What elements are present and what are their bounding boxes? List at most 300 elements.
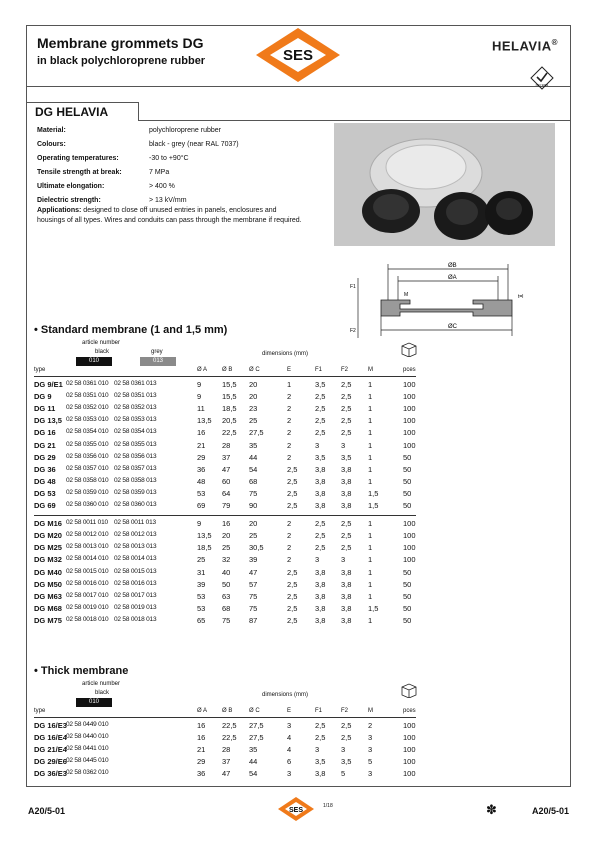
col-header: Ø B: [222, 367, 233, 373]
type-cell: DG 16: [34, 428, 56, 438]
col-header: Ø C: [249, 367, 260, 373]
col-header: Ø A: [197, 708, 208, 714]
footer-code-left: A20/5-01: [28, 806, 66, 816]
value-cell: 3,8: [341, 615, 352, 625]
value-cell: 40: [222, 567, 231, 577]
value-cell: 27,5: [249, 733, 264, 743]
value-cell: 1,5: [368, 603, 379, 613]
value-cell: 100: [403, 416, 416, 426]
type-label: type: [34, 708, 46, 714]
value-cell: 20,5: [222, 416, 237, 426]
value-cell: 3,5: [341, 757, 352, 767]
article-black-cell: 02 58 0445 010: [66, 757, 109, 765]
value-cell: 3: [368, 733, 373, 743]
col-header: E: [287, 367, 292, 373]
value-cell: 1: [368, 579, 373, 589]
value-cell: 1: [368, 615, 373, 625]
value-cell: 3,8: [315, 591, 326, 601]
value-cell: 30,5: [249, 543, 264, 553]
dim-label-m: M: [404, 292, 409, 298]
value-cell: 50: [403, 501, 412, 510]
grey-label: grey: [151, 349, 163, 355]
value-cell: 23: [249, 404, 258, 414]
section-line: [139, 120, 570, 121]
value-cell: 2,5: [341, 721, 352, 730]
type-cell: DG 11: [34, 404, 56, 414]
dim-label-f1: F1: [350, 284, 356, 290]
value-cell: 2,5: [287, 591, 298, 601]
value-cell: 32: [222, 555, 231, 565]
type-cell: DG M25: [34, 543, 62, 553]
value-cell: 2,5: [341, 531, 352, 541]
value-cell: 20: [222, 531, 231, 541]
value-cell: 3,5: [315, 452, 326, 462]
col-header: E: [287, 708, 292, 714]
value-cell: 9: [197, 392, 202, 402]
value-cell: 53: [197, 488, 206, 498]
article-black-cell: 02 58 0441 010: [66, 745, 109, 753]
value-cell: 64: [222, 488, 231, 498]
value-cell: 75: [222, 615, 231, 625]
value-cell: 4: [287, 745, 292, 755]
value-cell: 1: [287, 380, 292, 389]
value-cell: 2: [287, 428, 292, 438]
article-black-cell: 02 58 0440 010: [66, 733, 109, 741]
article-black-cell: 02 58 0360 010: [66, 501, 109, 508]
page-subtitle: in black polychloroprene rubber: [37, 55, 206, 67]
value-cell: 2: [287, 452, 292, 462]
value-cell: 3,8: [315, 615, 326, 625]
article-black-cell: 02 58 0351 010: [66, 392, 109, 400]
value-cell: 3: [368, 769, 373, 779]
value-cell: 3,5: [315, 757, 326, 767]
pces-label: pces: [403, 367, 416, 373]
article-grey-cell: 02 58 0013 013: [114, 543, 157, 551]
value-cell: 100: [403, 519, 416, 529]
article-black-cell: 02 58 0014 010: [66, 555, 109, 563]
value-cell: 2,5: [315, 404, 326, 414]
article-grey-cell: 02 58 0357 013: [114, 464, 157, 472]
value-cell: 100: [403, 380, 416, 389]
value-cell: 37: [222, 452, 231, 462]
section-tab: DG HELAVIA: [26, 102, 139, 121]
value-cell: 27,5: [249, 721, 264, 730]
value-cell: 39: [197, 579, 206, 589]
value-cell: 100: [403, 757, 416, 767]
value-cell: 3: [287, 769, 292, 779]
value-cell: 50: [222, 579, 231, 589]
article-grey-cell: 02 58 0019 013: [114, 603, 157, 611]
value-cell: 2,5: [341, 404, 352, 414]
dim-label-c: ØC: [448, 324, 457, 330]
article-black-cell: 02 58 0018 010: [66, 615, 109, 623]
value-cell: 29: [197, 757, 206, 767]
dim-label-b: ØB: [448, 263, 457, 269]
value-cell: 3,8: [341, 567, 352, 577]
value-cell: 3,5: [341, 452, 352, 462]
type-cell: DG M20: [34, 531, 62, 541]
type-cell: DG 9: [34, 392, 52, 402]
article-black-cell: 02 58 0011 010: [66, 519, 108, 527]
dim-label-t: t=l: [518, 294, 524, 300]
article-black-cell: 02 58 0013 010: [66, 543, 109, 551]
value-cell: 2,5: [341, 428, 352, 438]
product-photo: [334, 123, 555, 246]
value-cell: 50: [403, 615, 412, 625]
footer-ses-logo: [276, 796, 316, 822]
col-header: F1: [315, 367, 323, 373]
type-cell: DG M32: [34, 555, 62, 565]
property-value: > 13 kV/mm: [149, 197, 187, 204]
value-cell: 53: [197, 591, 206, 601]
article-black-cell: 02 58 0449 010: [66, 721, 109, 728]
value-cell: 44: [249, 757, 258, 767]
value-cell: 13,5: [197, 531, 212, 541]
value-cell: 2,5: [315, 392, 326, 402]
type-cell: DG 29/E6: [34, 757, 67, 767]
value-cell: 11: [197, 404, 205, 414]
value-cell: 25: [249, 531, 258, 541]
value-cell: 2: [287, 555, 292, 565]
value-cell: 35: [249, 745, 258, 755]
value-cell: 2,5: [287, 476, 298, 486]
package-box-icon: [400, 341, 418, 357]
package-box-icon: [400, 682, 418, 698]
value-cell: 3: [287, 721, 292, 730]
article-grey-cell: 02 58 0011 013: [114, 519, 156, 527]
type-cell: DG 36: [34, 464, 56, 474]
value-cell: 39: [249, 555, 258, 565]
standard-heading: • Standard membrane (1 and 1,5 mm): [34, 324, 228, 336]
value-cell: 68: [222, 603, 231, 613]
value-cell: 2,5: [315, 428, 326, 438]
value-cell: 36: [197, 769, 206, 779]
value-cell: 3,8: [341, 488, 352, 498]
value-cell: 3,8: [341, 464, 352, 474]
value-cell: 2,5: [287, 615, 298, 625]
value-cell: 1: [368, 476, 373, 486]
value-cell: 2,5: [315, 721, 326, 730]
article-grey-cell: 02 58 0358 013: [114, 476, 157, 484]
value-cell: 2,5: [287, 501, 298, 510]
type-cell: DG 16/E3: [34, 721, 67, 730]
article-grey-cell: 02 58 0355 013: [114, 440, 157, 448]
property-key: Material:: [37, 127, 66, 134]
dim-label-f2: F2: [350, 328, 356, 334]
value-cell: 1: [368, 519, 373, 529]
value-cell: 3,8: [341, 579, 352, 589]
value-cell: 22,5: [222, 428, 237, 438]
value-cell: 15,5: [222, 380, 237, 389]
article-black-cell: 02 58 0356 010: [66, 452, 109, 460]
value-cell: 3,8: [315, 579, 326, 589]
value-cell: 3,8: [341, 603, 352, 613]
grommet-cross-section-diagram: [348, 256, 560, 350]
value-cell: 2: [287, 416, 292, 426]
page-title: Membrane grommets DG: [37, 35, 204, 51]
col-header: F2: [341, 708, 349, 714]
value-cell: 20: [249, 519, 258, 529]
cert-text: ISO 9001: [535, 83, 549, 87]
value-cell: 100: [403, 531, 416, 541]
value-cell: 3,8: [315, 567, 326, 577]
type-cell: DG M63: [34, 591, 62, 601]
article-black-cell: 02 58 0017 010: [66, 591, 109, 599]
value-cell: 50: [403, 603, 412, 613]
value-cell: 2,5: [315, 519, 326, 529]
snowflake-icon: ✽: [486, 802, 497, 817]
article-black-cell: 02 58 0355 010: [66, 440, 109, 448]
value-cell: 3,8: [315, 476, 326, 486]
value-cell: 100: [403, 745, 416, 755]
value-cell: 1: [368, 543, 373, 553]
value-cell: 69: [197, 501, 206, 510]
value-cell: 3: [315, 555, 320, 565]
type-cell: DG M16: [34, 519, 62, 529]
value-cell: 3,8: [315, 464, 326, 474]
value-cell: 2: [287, 531, 292, 541]
property-key: Tensile strength at break:: [37, 169, 122, 176]
type-cell: DG 36/E3: [34, 769, 67, 779]
value-cell: 2,5: [341, 416, 352, 426]
dimensions-label: dimensions (mm): [262, 692, 309, 698]
article-grey-cell: 02 58 0360 013: [114, 501, 157, 508]
brand-mark: ®: [551, 38, 558, 47]
type-cell: DG 16/E4: [34, 733, 67, 743]
value-cell: 1: [368, 416, 373, 426]
article-black-cell: 02 58 0359 010: [66, 488, 109, 496]
value-cell: 3: [341, 440, 346, 450]
value-cell: 25: [197, 555, 206, 565]
value-cell: 16: [222, 519, 231, 529]
value-cell: 1: [368, 452, 373, 462]
value-cell: 18,5: [197, 543, 212, 553]
type-cell: DG M68: [34, 603, 62, 613]
value-cell: 2,5: [315, 531, 326, 541]
type-cell: DG M50: [34, 579, 62, 589]
value-cell: 1: [368, 440, 373, 450]
article-black-cell: 02 58 0362 010: [66, 769, 109, 777]
value-cell: 1: [368, 392, 373, 402]
property-value: > 400 %: [149, 183, 175, 190]
header-rule: [34, 717, 416, 718]
type-cell: DG 29: [34, 452, 56, 462]
value-cell: 20: [249, 392, 258, 402]
value-cell: 50: [403, 567, 412, 577]
logo-text: SES: [282, 47, 314, 64]
value-cell: 3: [341, 555, 346, 565]
dim-label-a: ØA: [448, 275, 457, 281]
applications-label: Applications:: [37, 207, 82, 214]
value-cell: 47: [222, 464, 231, 474]
property-value: 7 MPa: [149, 169, 170, 176]
value-cell: 50: [403, 488, 412, 498]
value-cell: 1: [368, 531, 373, 541]
article-grey-cell: 02 58 0361 013: [114, 380, 157, 387]
article-grey-cell: 02 58 0015 013: [114, 567, 157, 575]
value-cell: 35: [249, 440, 258, 450]
col-header: F1: [315, 708, 323, 714]
value-cell: 21: [197, 440, 206, 450]
type-cell: DG 69: [34, 501, 56, 510]
value-cell: 21: [197, 745, 206, 755]
value-cell: 1: [368, 591, 373, 601]
brand-name: [492, 38, 558, 53]
brand-text: HELAVIA: [491, 38, 552, 54]
pces-label: pces: [403, 708, 416, 714]
value-cell: 75: [249, 591, 258, 601]
value-cell: 2,5: [287, 567, 298, 577]
value-cell: 29: [197, 452, 206, 462]
value-cell: 3,8: [341, 501, 352, 510]
property-key: Ultimate elongation:: [37, 183, 105, 190]
value-cell: 2,5: [287, 464, 298, 474]
value-cell: 2: [287, 440, 292, 450]
value-cell: 68: [249, 476, 258, 486]
article-black-cell: 02 58 0352 010: [66, 404, 109, 412]
article-black-cell: 02 58 0353 010: [66, 416, 109, 424]
value-cell: 65: [197, 615, 206, 625]
value-cell: 3: [341, 745, 346, 755]
type-cell: DG M75: [34, 615, 62, 625]
value-cell: 3,8: [315, 769, 326, 779]
value-cell: 2,5: [287, 579, 298, 589]
value-cell: 31: [197, 567, 206, 577]
value-cell: 9: [197, 380, 202, 389]
value-cell: 90: [249, 501, 258, 510]
value-cell: 20: [249, 380, 258, 389]
black-code-box: 010: [76, 698, 112, 707]
value-cell: 48: [197, 476, 206, 486]
type-cell: DG 21/E4: [34, 745, 67, 755]
article-grey-cell: 02 58 0354 013: [114, 428, 157, 436]
value-cell: 5: [368, 757, 373, 767]
property-key: Colours:: [37, 141, 66, 148]
value-cell: 5: [341, 769, 346, 779]
value-cell: 2,5: [315, 733, 326, 743]
value-cell: 100: [403, 555, 416, 565]
article-black-cell: 02 58 0012 010: [66, 531, 109, 539]
property-key: Dielectric strength:: [37, 197, 101, 204]
value-cell: 2,5: [341, 733, 352, 743]
value-cell: 3,8: [341, 476, 352, 486]
value-cell: 3: [315, 440, 320, 450]
header-divider: [26, 86, 570, 87]
value-cell: 2: [287, 519, 292, 529]
value-cell: 9: [197, 519, 202, 529]
ses-logo: [252, 26, 344, 84]
article-black-cell: 02 58 0361 010: [66, 380, 109, 387]
property-value: -30 to +90°C: [149, 155, 189, 162]
property-key: Operating temperatures:: [37, 155, 119, 162]
type-cell: DG 53: [34, 488, 56, 498]
value-cell: 100: [403, 769, 416, 779]
type-cell: DG 48: [34, 476, 56, 486]
value-cell: 50: [403, 579, 412, 589]
value-cell: 25: [249, 416, 258, 426]
value-cell: 37: [222, 757, 231, 767]
value-cell: 3,8: [315, 501, 326, 510]
value-cell: 2,5: [315, 416, 326, 426]
article-grey-cell: 02 58 0018 013: [114, 615, 157, 623]
value-cell: 13,5: [197, 416, 212, 426]
value-cell: 87: [249, 615, 258, 625]
value-cell: 47: [249, 567, 258, 577]
value-cell: 75: [249, 603, 258, 613]
article-grey-cell: 02 58 0353 013: [114, 416, 157, 424]
value-cell: 3: [368, 745, 373, 755]
page-number: 1/18: [323, 803, 333, 809]
value-cell: 15,5: [222, 392, 237, 402]
article-grey-cell: 02 58 0014 013: [114, 555, 157, 563]
article-number-label: article number: [82, 681, 121, 687]
article-black-cell: 02 58 0016 010: [66, 579, 109, 587]
type-cell: DG 13,5: [34, 416, 62, 426]
value-cell: 100: [403, 404, 416, 414]
value-cell: 63: [222, 591, 231, 601]
black-code-box: 010: [76, 357, 112, 366]
black-label: black: [95, 690, 110, 696]
value-cell: 1: [368, 567, 373, 577]
article-grey-cell: 02 58 0351 013: [114, 392, 157, 400]
type-label: type: [34, 367, 46, 373]
value-cell: 2,5: [341, 519, 352, 529]
thick-heading: • Thick membrane: [34, 665, 129, 677]
value-cell: 57: [249, 579, 258, 589]
value-cell: 1,5: [368, 501, 379, 510]
value-cell: 1,5: [368, 488, 379, 498]
value-cell: 3,8: [315, 603, 326, 613]
article-black-cell: 02 58 0354 010: [66, 428, 109, 436]
value-cell: 16: [197, 428, 206, 438]
value-cell: 3,5: [315, 380, 326, 389]
property-value: polychloroprene rubber: [149, 127, 221, 134]
col-header: Ø B: [222, 708, 233, 714]
value-cell: 1: [368, 428, 373, 438]
value-cell: 3: [315, 745, 320, 755]
value-cell: 1: [368, 404, 373, 414]
article-grey-cell: 02 58 0352 013: [114, 404, 157, 412]
value-cell: 2,5: [341, 392, 352, 402]
value-cell: 44: [249, 452, 258, 462]
value-cell: 100: [403, 440, 416, 450]
value-cell: 50: [403, 452, 412, 462]
col-header: M: [368, 367, 373, 373]
applications-text: [37, 206, 305, 226]
value-cell: 2,5: [287, 603, 298, 613]
value-cell: 53: [197, 603, 206, 613]
value-cell: 16: [197, 721, 206, 730]
grey-code-box: 013: [140, 357, 176, 366]
col-header: F2: [341, 367, 349, 373]
article-number-label: article number: [82, 340, 121, 346]
value-cell: 100: [403, 733, 416, 743]
value-cell: 18,5: [222, 404, 237, 414]
article-black-cell: 02 58 0358 010: [66, 476, 109, 484]
footer-code-right: A20/5-01: [531, 806, 569, 816]
value-cell: 47: [222, 769, 231, 779]
type-cell: DG M40: [34, 567, 62, 577]
value-cell: 100: [403, 721, 416, 730]
value-cell: 22,5: [222, 721, 237, 730]
value-cell: 2,5: [341, 543, 352, 553]
value-cell: 25: [222, 543, 231, 553]
col-header: M: [368, 708, 373, 714]
article-grey-cell: 02 58 0359 013: [114, 488, 157, 496]
article-black-cell: 02 58 0357 010: [66, 464, 109, 472]
footer-logo-text: SES: [288, 807, 304, 814]
value-cell: 27,5: [249, 428, 264, 438]
